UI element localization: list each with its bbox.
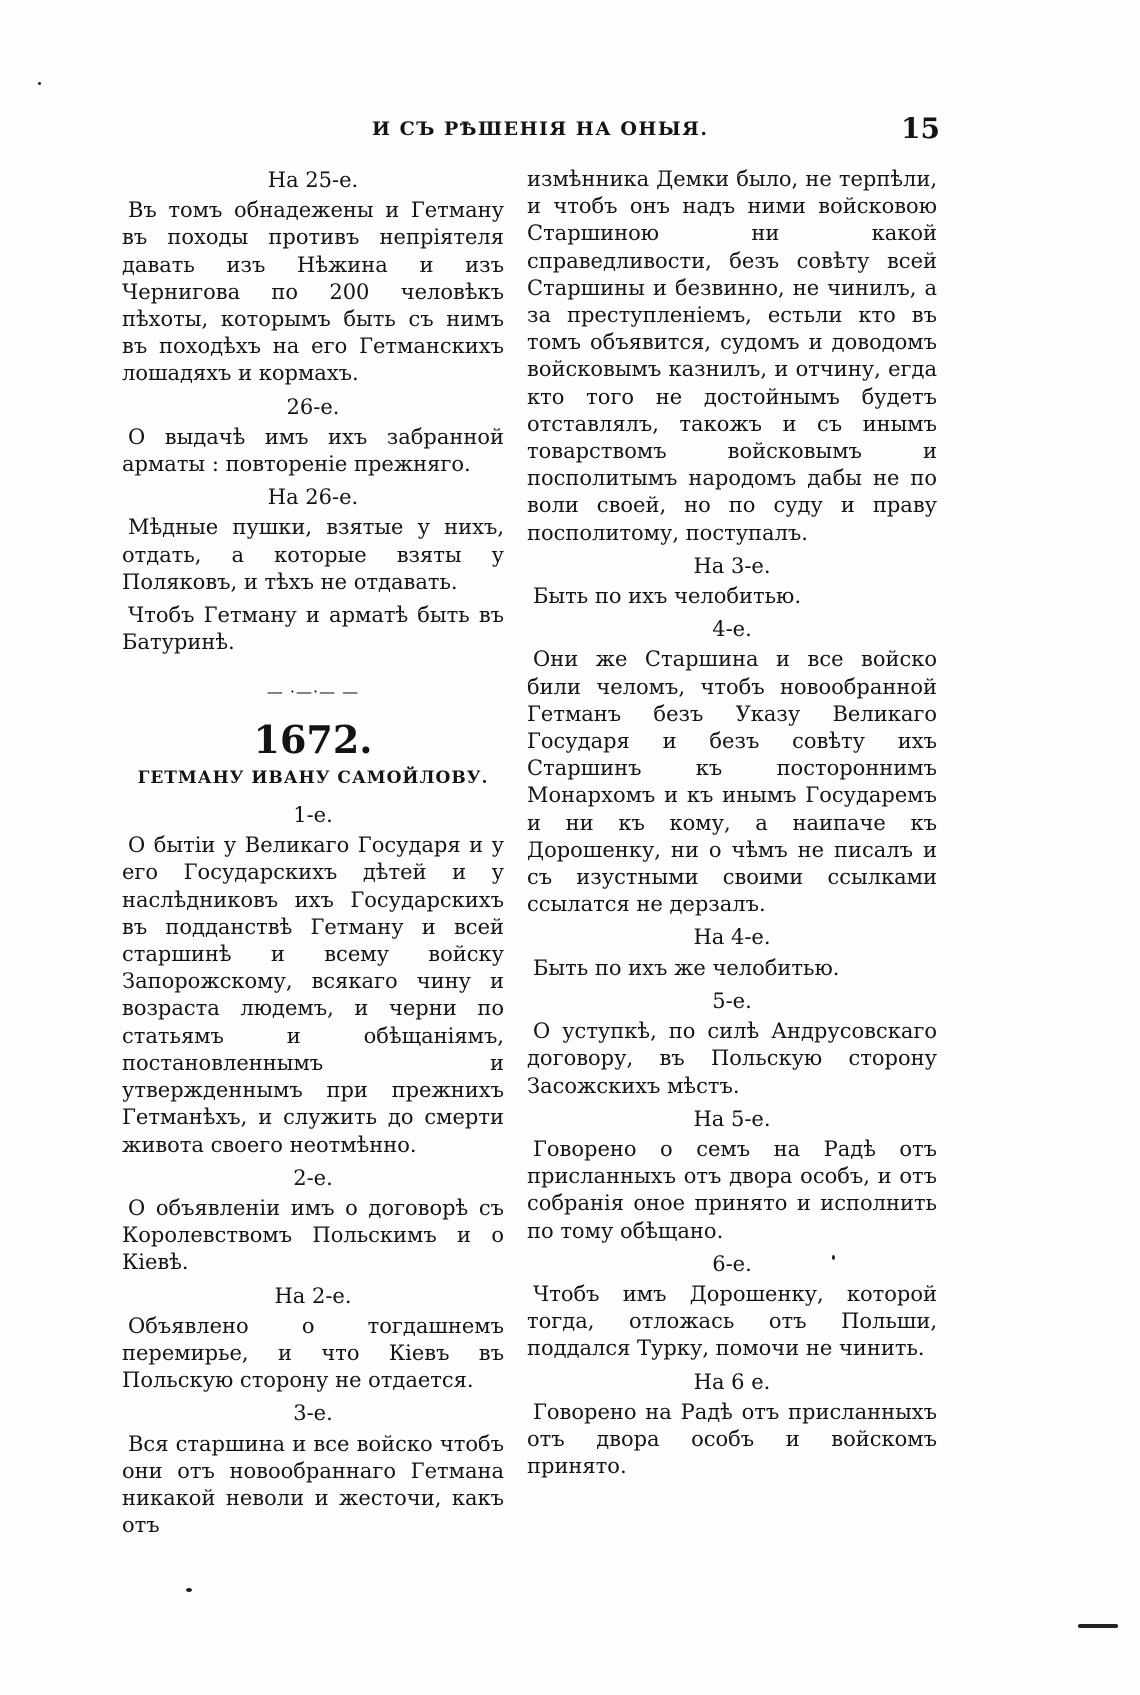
paragraph: Объявлено о тогдашнемъ перемирье, и что Кіевъ въ Польскую сторону не отдается. [122, 1313, 504, 1393]
right-column [527, 166, 937, 1486]
section-heading: На 2-е. [274, 1283, 352, 1308]
paragraph: О уступкѣ, по силѣ Андрусовскаго договору, въ Польскую сторону Засожскихъ мѣстъ. [527, 1019, 937, 1098]
page-header [150, 112, 940, 152]
section-heading: На 6 е. [693, 1369, 771, 1394]
section-divider: — ·—·— — [266, 682, 360, 702]
print-speck [1078, 1624, 1118, 1628]
section-heading: На 25-е. [267, 168, 359, 192]
section-heading: На 26-е. [267, 485, 359, 510]
section-heading: 2-е. [293, 1165, 333, 1190]
left-column [122, 166, 504, 1545]
page-number: 15 [901, 112, 940, 145]
print-speck [832, 1255, 835, 1260]
section-heading: На 4-е. [693, 925, 771, 950]
print-speck [38, 82, 41, 85]
section-heading: 26-е. [286, 394, 340, 419]
section-heading: 4-е. [712, 617, 752, 642]
paragraph: О выдачѣ имъ ихъ забранной арматы : повтореніе прежняго. [122, 424, 504, 477]
running-title: И СЪ РѢШЕНІЯ НА ОНЫЯ. [372, 118, 709, 140]
section-heading: На 3-е. [693, 553, 771, 578]
section-heading: На 5-е. [693, 1106, 771, 1131]
section-heading: 5-е. [712, 988, 752, 1013]
paragraph: Мѣдные пушки, взятые у нихъ, отдать, а которые взяты у Поляковъ, и тѣхъ не отдавать. [122, 515, 504, 594]
section-heading: 6-е. [712, 1251, 752, 1276]
paragraph: Быть по ихъ же челобитью. [533, 955, 840, 980]
paragraph: Въ томъ обнадежены и Гетману въ походы противъ непріятеля давать изъ Нѣжина и изъ Чернигова по 200 человѣкъ пѣхоты, которымъ быть съ нимъ въ походѣхъ на его Гетманскихъ лошадяхъ и кормахъ. [122, 198, 504, 386]
paragraph: Они же Старшина и все войско били челомъ, чтобъ новообранной Гетманъ безъ Указу Великаго Государя и безъ совѣту ихъ Старшинъ къ постороннимъ Монархомъ и къ инымъ Государемъ и ни къ кому, а наипаче къ Дорошенку, ни о чѣмъ не писалъ и съ изустными своими ссылками ссылатся не дерзалъ. [527, 647, 937, 917]
paragraph: Чтобъ имъ Дорошенку, которой тогда, отложась отъ Польши, поддался Турку, помочи не чинить. [527, 1281, 937, 1361]
document-subtitle: ГЕТМАНУ ИВАНУ САМОЙЛОВУ. [137, 767, 489, 788]
paragraph: Вся старшина и все войско чтобъ они отъ новообраннаго Гетмана никакой неволи и жесточи, какъ отъ [122, 1431, 504, 1538]
year-heading: 1672. [253, 716, 373, 762]
paragraph: Говорено на Радѣ отъ присланныхъ отъ двора особъ и войскомъ принято. [527, 1399, 937, 1479]
paragraph: Быть по ихъ челобитью. [533, 584, 802, 609]
paragraph: Говорено о семъ на Радѣ отъ присланныхъ отъ двора особъ, и отъ собранія оное принято и исполнить по тому обѣщано. [527, 1136, 937, 1243]
paragraph: О бытіи у Великаго Государя и у его Государскихъ дѣтей и у наслѣдниковъ ихъ Государскихъ въ подданствѣ Гетману и всей старшинѣ и всему войску Запорожскому, всякаго чину и возраста людемъ, и черни по статьямъ и обѣщаніямъ, постановленнымъ и утвержденнымъ при прежнихъ Гетманѣхъ, и служить до смерти живота своего неотмѣнно. [122, 833, 504, 1157]
paragraph: Чтобъ Гетману и арматѣ быть въ Батуринѣ. [122, 603, 504, 655]
print-speck [186, 1588, 192, 1592]
section-heading: 3-е. [293, 1401, 333, 1426]
paragraph: измѣнника Демки было, не терпѣли, и чтобъ онъ надъ ними войсковою Старшиною ни какой справедливости, безъ совѣту всей Старшины и безвинно, не чинилъ, а за преступленіемъ, естьли кто въ томъ объявится, судомъ и доводомъ войсковымъ казнилъ, и отчину, егда кто того не достойнымъ будетъ отставлялъ, такожъ и съ инымъ товарствомъ войсковымъ и посполитымъ народомъ дабы не по воли своей, но по суду и праву посполитому, поступалъ. [527, 167, 937, 545]
paragraph: О объявленіи имъ о договорѣ съ Королевствомъ Польскимъ и о Кіевѣ. [122, 1195, 504, 1275]
section-heading: 1-е. [293, 803, 333, 828]
